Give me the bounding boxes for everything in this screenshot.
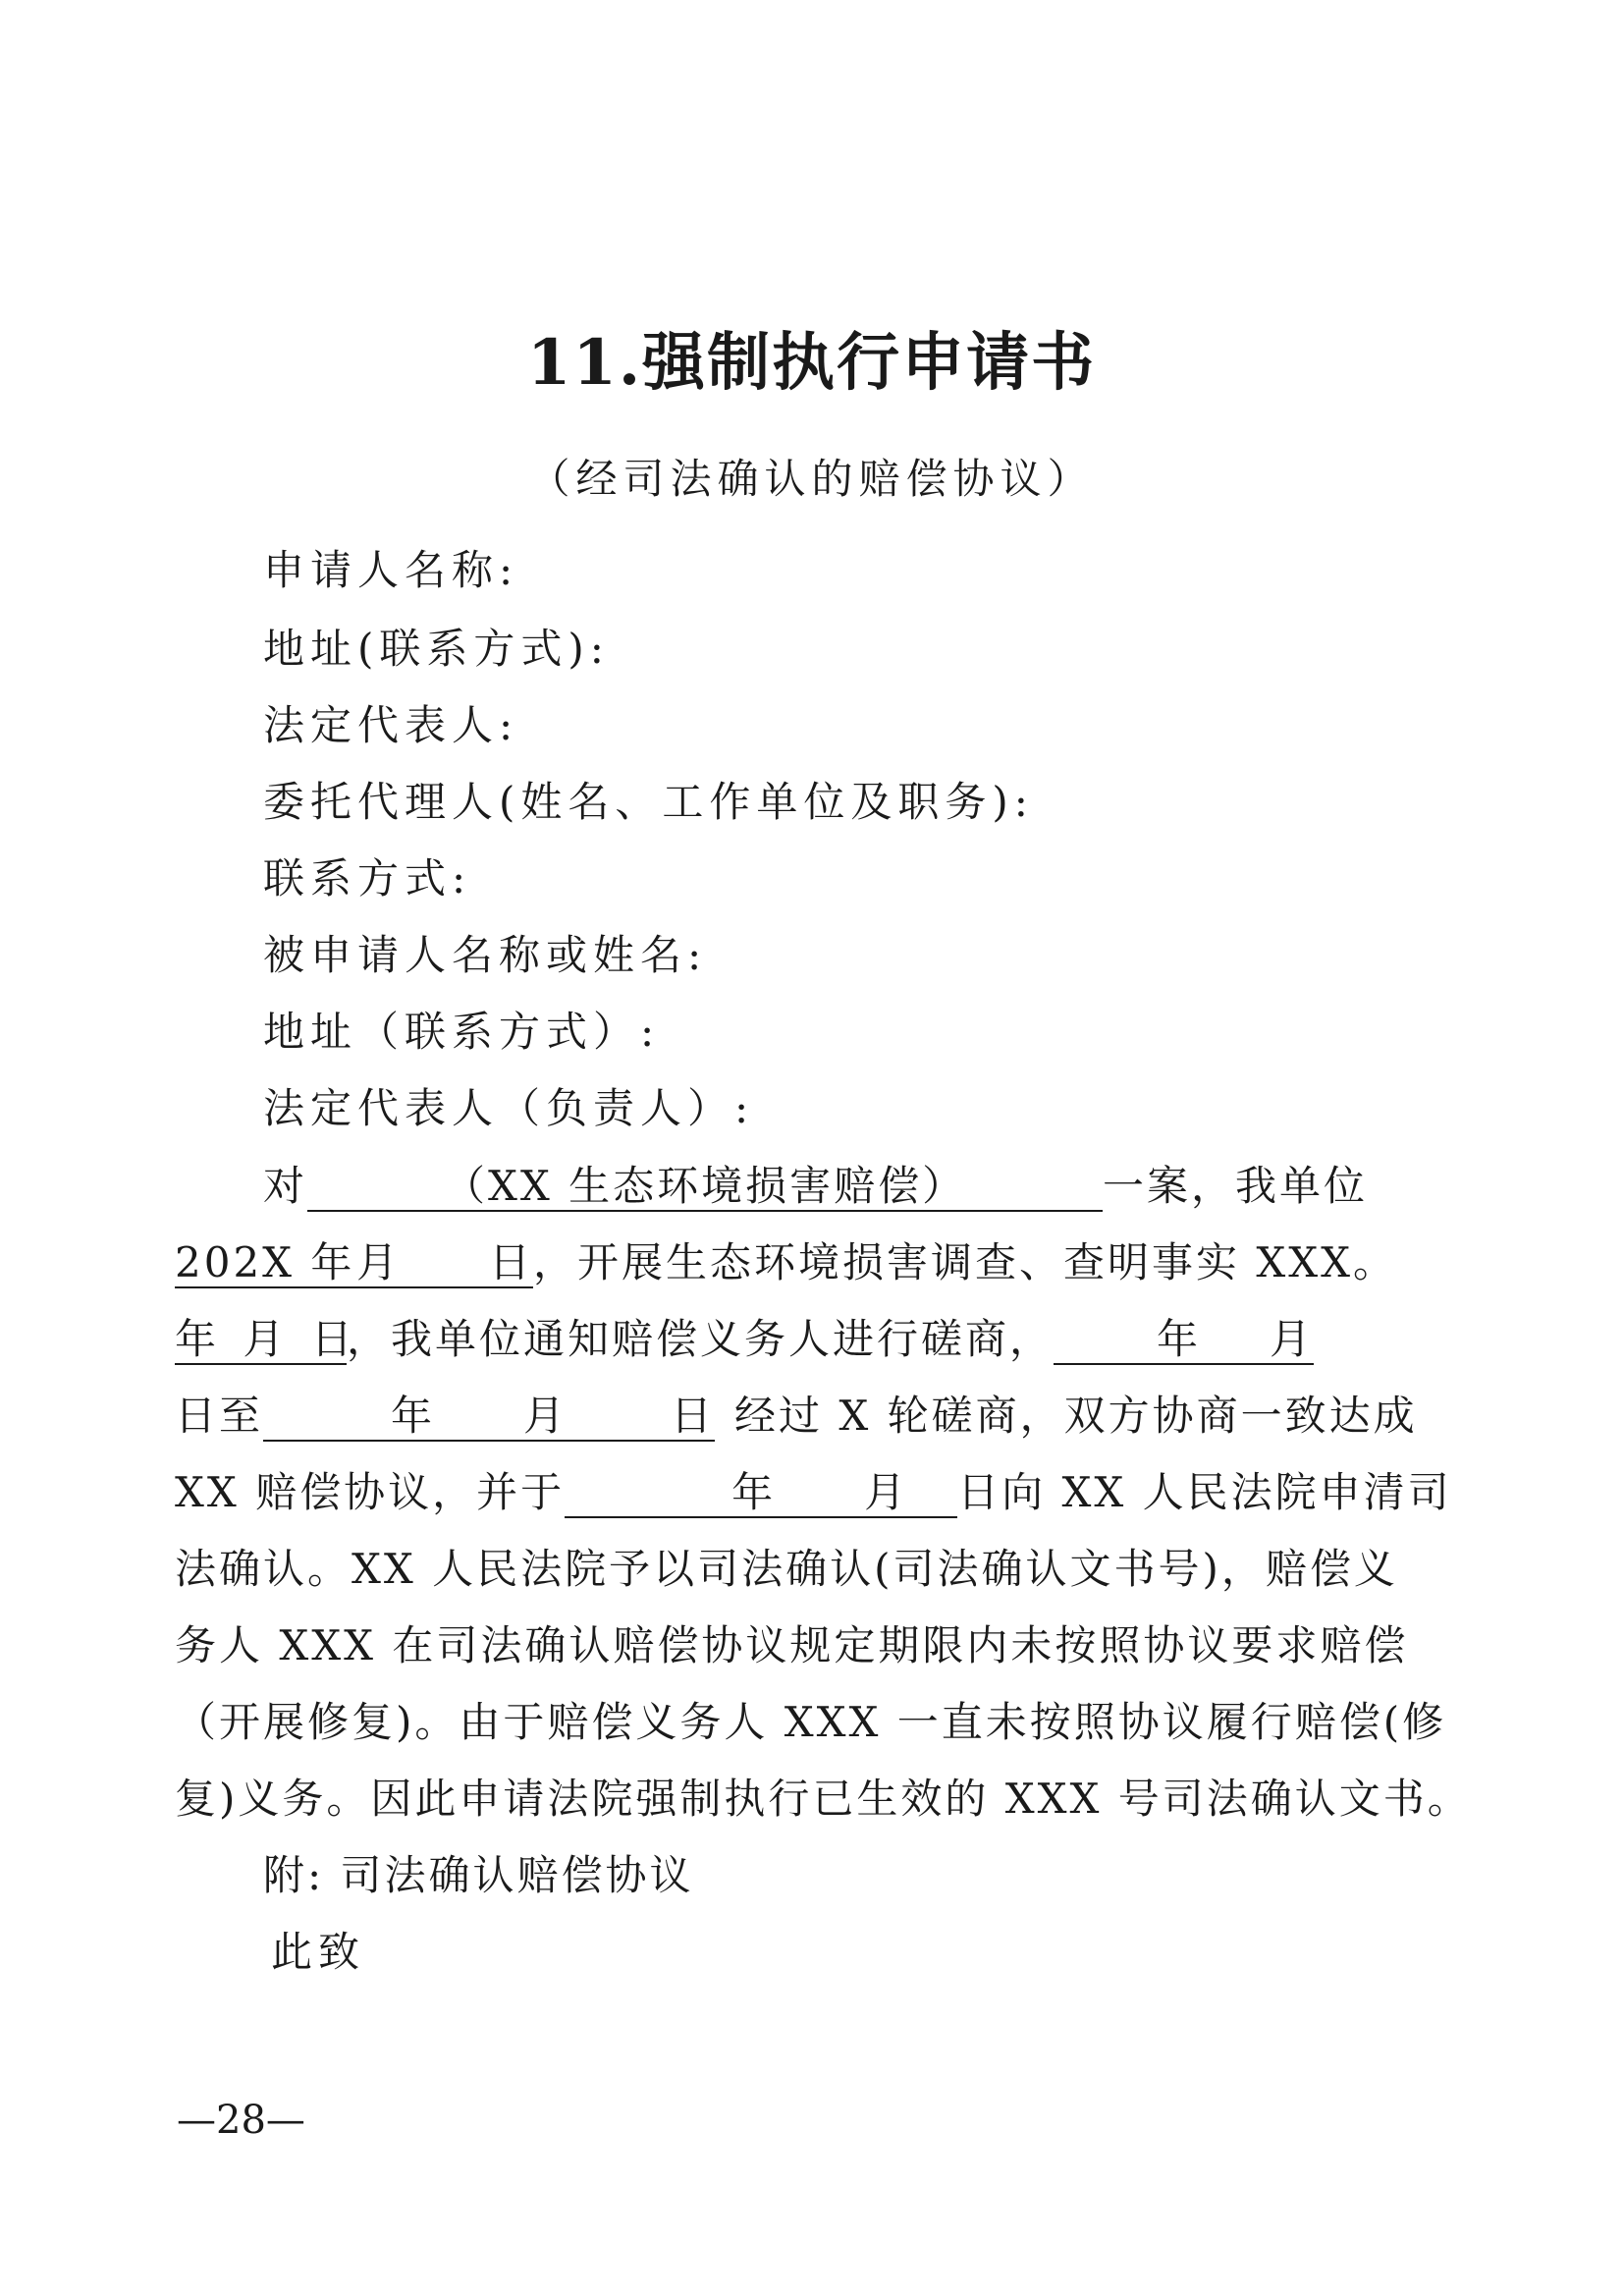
- body-line-9: 复)义务。因此申请法院强制执行已生效的 XXX 号司法确认文书。: [175, 1775, 1472, 1823]
- body-line-8: （开展修复)。由于赔偿义务人 XXX 一直未按照协议履行赔偿(修: [175, 1698, 1447, 1746]
- respondent-address-label: 地址（联系方式）:: [263, 1008, 661, 1056]
- respondent-representative-label: 法定代表人（负责人）:: [263, 1084, 755, 1132]
- body-line-7: 务人 XXX 在司法确认赔偿协议规定期限内未按照协议要求赔偿: [175, 1621, 1409, 1669]
- closing-line: 此致: [271, 1928, 366, 1976]
- petition-month-blank: 月: [776, 1469, 957, 1518]
- applicant-name-label: 申请人名称:: [263, 546, 519, 594]
- attachment-line: 附: 司法确认赔偿协议: [263, 1851, 694, 1899]
- page-number: —28—: [177, 2098, 305, 2143]
- year-blank: 202X 年: [175, 1239, 283, 1288]
- month-blank: 月: [283, 1239, 401, 1288]
- document-subtitle: （经司法确认的赔偿协议）: [528, 455, 1095, 503]
- body-text: 日向 XX 人民法院申清司: [957, 1468, 1452, 1516]
- body-line-3: [175, 1307, 1392, 1366]
- applicant-address-label: 地址(联系方式):: [263, 625, 610, 673]
- consult-start-month-blank: 月: [1201, 1316, 1314, 1365]
- consult-end-day-blank: 日: [568, 1393, 715, 1442]
- body-line-1: [263, 1154, 1392, 1213]
- body-text: 日至: [175, 1392, 264, 1440]
- body-text: ，开展生态环境损害调查、查明事实 XXX。: [533, 1238, 1398, 1286]
- contact-label: 联系方式:: [263, 854, 472, 902]
- body-text: XX 赔偿协议，并于: [175, 1468, 566, 1516]
- body-text: 对: [263, 1162, 308, 1210]
- case-name-blank: （XX 生态环境损害赔偿）: [307, 1163, 1103, 1212]
- day-blank: 日: [401, 1239, 533, 1288]
- body-line-2: [175, 1230, 1398, 1289]
- body-text: 一案，我单位: [1103, 1162, 1369, 1210]
- respondent-name-label: 被申请人名称或姓名:: [263, 931, 708, 979]
- notice-date-blank: 年 月 日: [175, 1316, 347, 1365]
- agent-label: 委托代理人(姓名、工作单位及职务):: [263, 778, 1034, 826]
- legal-representative-label: 法定代表人:: [263, 701, 519, 749]
- body-line-5: [175, 1460, 1452, 1519]
- body-text: ，我单位通知赔偿义务人进行磋商，: [347, 1315, 1055, 1363]
- body-line-4: [175, 1384, 1418, 1443]
- body-text: 经过 X 轮磋商，双方协商一致达成: [734, 1392, 1418, 1440]
- consult-start-year-blank: 年: [1054, 1316, 1201, 1365]
- consult-end-year-blank: 年: [263, 1393, 435, 1442]
- body-line-6: 法确认。XX 人民法院予以司法确认(司法确认文书号)，赔偿义: [175, 1545, 1398, 1593]
- petition-year-blank: 年: [565, 1469, 776, 1518]
- document-title: 11.强制执行申请书: [526, 326, 1097, 400]
- consult-end-month-blank: 月: [435, 1393, 568, 1442]
